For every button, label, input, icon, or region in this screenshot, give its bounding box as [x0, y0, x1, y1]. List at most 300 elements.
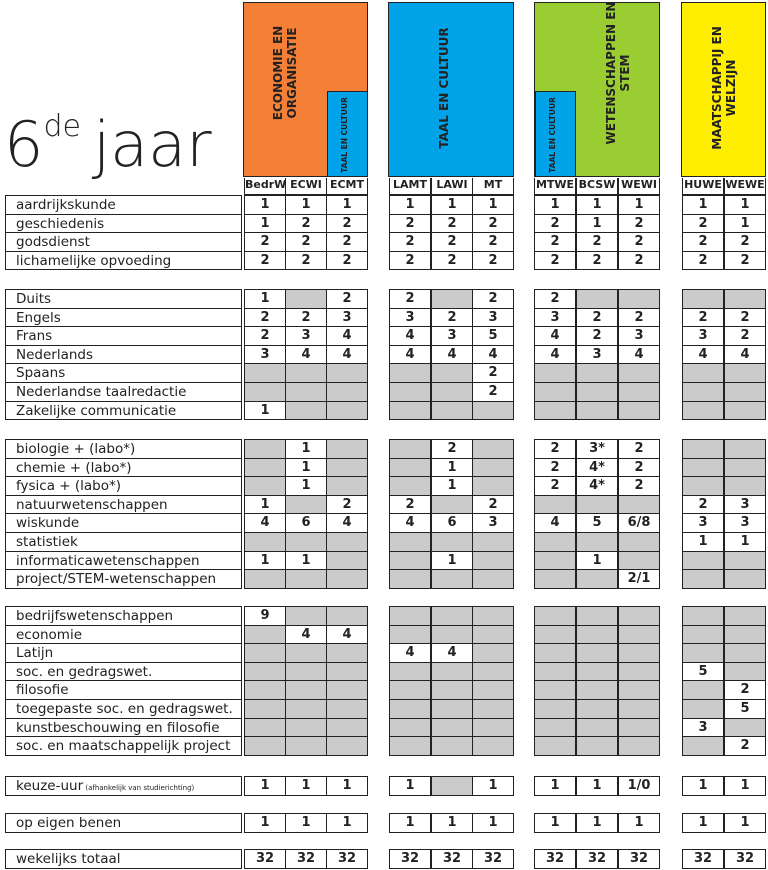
table-cell: 2 — [724, 252, 766, 271]
row-label-text: project/STEM-wetenschappen — [16, 571, 217, 588]
table-cell — [472, 737, 514, 756]
table-cell: 1 — [724, 195, 766, 215]
table-cell — [431, 383, 473, 402]
table-cell — [576, 570, 618, 589]
table-cell — [576, 289, 618, 309]
table-cell — [682, 737, 724, 756]
column-header-bedrw: BedrW — [244, 178, 286, 195]
table-cell — [431, 496, 473, 515]
table-cell: 6 — [431, 514, 473, 533]
table-cell: 2 — [431, 252, 473, 271]
table-cell: 32 — [576, 849, 618, 869]
table-cell: 1 — [244, 195, 286, 215]
row-label-text: wiskunde — [16, 515, 80, 532]
domain-header — [388, 2, 514, 177]
column-header-wewi: WEWI — [618, 178, 660, 195]
table-cell: 2 — [682, 233, 724, 252]
table-cell: 2 — [472, 233, 514, 252]
table-cell — [244, 383, 286, 402]
table-cell: 1 — [682, 195, 724, 215]
domain-header-label: MAATSCHAPPIJ EN WELZIJN — [709, 26, 738, 150]
table-cell — [285, 663, 327, 682]
table-cell — [431, 364, 473, 383]
row-label — [5, 552, 242, 571]
row-label-text: fysica + (labo*) — [16, 478, 122, 495]
table-cell: 2 — [534, 439, 576, 459]
table-cell: 1 — [431, 552, 473, 571]
table-cell — [244, 364, 286, 383]
domain-header-label: ECONOMIE EN ORGANISATIE — [271, 25, 299, 121]
table-cell: 1 — [389, 776, 431, 796]
table-cell: 3 — [682, 514, 724, 533]
table-cell: 3 — [618, 327, 660, 346]
table-cell: 4 — [431, 346, 473, 365]
table-cell — [244, 459, 286, 478]
table-cell: 4 — [389, 644, 431, 663]
table-cell — [534, 533, 576, 552]
table-cell: 4 — [618, 346, 660, 365]
row-label — [5, 533, 242, 552]
table-cell: 5 — [724, 700, 766, 719]
table-cell: 5 — [472, 327, 514, 346]
table-cell: 2 — [389, 289, 431, 309]
row-label — [5, 496, 242, 515]
table-cell: 1 — [534, 813, 576, 833]
row-label-text: op eigen benen — [16, 815, 122, 831]
row-label — [5, 346, 242, 365]
row-label-text: bedrijfswetenschappen — [16, 608, 174, 624]
table-cell — [682, 570, 724, 589]
table-cell — [389, 402, 431, 421]
table-cell: 2 — [618, 477, 660, 496]
table-cell — [534, 626, 576, 645]
row-label-text: chemie + (labo*) — [16, 459, 132, 476]
table-cell — [389, 626, 431, 645]
table-cell: 3 — [724, 514, 766, 533]
table-cell — [618, 289, 660, 309]
table-cell — [285, 496, 327, 515]
title-word: jaar — [92, 108, 212, 181]
table-cell: 2 — [682, 496, 724, 515]
table-cell — [724, 606, 766, 626]
table-cell — [285, 700, 327, 719]
table-cell — [682, 383, 724, 402]
table-cell: 32 — [534, 849, 576, 869]
table-cell — [431, 533, 473, 552]
table-cell: 1 — [618, 813, 660, 833]
table-cell: 1 — [326, 813, 368, 833]
row-label — [5, 289, 242, 309]
table-cell — [534, 364, 576, 383]
row-label-note: (afhankelijk van studierichting) — [83, 784, 195, 792]
table-cell: 1 — [285, 195, 327, 215]
row-label-text: kunstbeschouwing en filosofie — [16, 719, 220, 736]
table-cell — [534, 644, 576, 663]
table-cell: 2 — [431, 215, 473, 234]
table-cell: 1 — [724, 813, 766, 833]
table-cell — [244, 663, 286, 682]
table-cell — [326, 364, 368, 383]
table-cell — [244, 439, 286, 459]
table-cell: 2 — [682, 309, 724, 328]
table-cell: 32 — [724, 849, 766, 869]
row-label-text: godsdienst — [16, 234, 90, 251]
table-cell: 2 — [472, 383, 514, 402]
table-cell: 2 — [431, 309, 473, 328]
table-cell — [534, 383, 576, 402]
table-cell: 4 — [534, 346, 576, 365]
table-cell: 5 — [682, 663, 724, 682]
row-label — [5, 215, 242, 234]
column-header-mt: MT — [472, 178, 514, 195]
page-title — [4, 110, 212, 180]
table-cell — [472, 719, 514, 738]
row-label — [5, 309, 242, 328]
table-cell: 1 — [244, 496, 286, 515]
table-cell — [618, 737, 660, 756]
table-cell — [618, 606, 660, 626]
table-cell: 2 — [618, 309, 660, 328]
column-header-wewe: WEWE — [724, 178, 766, 195]
table-cell — [285, 289, 327, 309]
table-cell — [389, 477, 431, 496]
row-label — [5, 663, 242, 682]
table-cell: 2 — [326, 252, 368, 271]
table-cell — [618, 383, 660, 402]
row-label — [5, 514, 242, 533]
table-cell — [576, 402, 618, 421]
table-cell: 1 — [326, 776, 368, 796]
table-cell — [244, 700, 286, 719]
table-cell — [472, 402, 514, 421]
table-cell: 2 — [326, 215, 368, 234]
domain-header — [681, 2, 766, 177]
row-label — [5, 459, 242, 478]
domain-header — [534, 2, 660, 177]
table-cell: 2 — [618, 252, 660, 271]
table-cell — [389, 364, 431, 383]
row-label-text: lichamelijke opvoeding — [16, 252, 172, 269]
table-cell: 1 — [472, 195, 514, 215]
table-cell: 2 — [534, 289, 576, 309]
table-cell — [326, 663, 368, 682]
table-cell: 32 — [244, 849, 286, 869]
table-cell: 32 — [431, 849, 473, 869]
table-cell: 1 — [472, 813, 514, 833]
table-cell: 1 — [682, 813, 724, 833]
table-cell — [724, 459, 766, 478]
table-cell: 1 — [285, 813, 327, 833]
table-cell — [389, 681, 431, 700]
row-label — [5, 737, 242, 756]
table-cell: 3 — [724, 496, 766, 515]
table-cell — [285, 402, 327, 421]
table-cell — [472, 552, 514, 571]
table-cell: 4 — [244, 514, 286, 533]
table-cell: 1 — [576, 552, 618, 571]
table-cell: 32 — [618, 849, 660, 869]
row-label — [5, 849, 242, 869]
table-cell — [576, 681, 618, 700]
row-label-text: Engels — [16, 309, 61, 326]
table-cell: 2 — [285, 215, 327, 234]
table-cell: 4* — [576, 459, 618, 478]
table-cell: 4 — [285, 626, 327, 645]
table-cell — [618, 364, 660, 383]
table-cell — [389, 383, 431, 402]
table-cell — [724, 626, 766, 645]
table-cell: 1 — [431, 195, 473, 215]
table-cell — [389, 606, 431, 626]
table-cell — [431, 737, 473, 756]
table-cell — [472, 681, 514, 700]
table-cell — [244, 719, 286, 738]
table-cell — [724, 663, 766, 682]
table-cell: 3 — [326, 309, 368, 328]
table-cell: 2 — [618, 233, 660, 252]
table-cell — [724, 719, 766, 738]
table-cell: 1 — [576, 776, 618, 796]
row-label-text: economie — [16, 626, 83, 643]
table-cell: 32 — [285, 849, 327, 869]
table-cell — [472, 606, 514, 626]
table-cell — [285, 570, 327, 589]
table-cell: 2 — [285, 309, 327, 328]
table-cell — [618, 681, 660, 700]
table-cell — [576, 496, 618, 515]
table-cell — [431, 681, 473, 700]
table-cell — [724, 439, 766, 459]
table-cell: 4 — [724, 346, 766, 365]
row-label — [5, 700, 242, 719]
table-cell — [618, 700, 660, 719]
column-header-ecwi: ECWI — [285, 178, 327, 195]
table-cell — [618, 663, 660, 682]
table-cell: 1 — [285, 439, 327, 459]
row-label — [5, 252, 242, 271]
table-cell: 1 — [682, 776, 724, 796]
column-header-lamt: LAMT — [389, 178, 431, 195]
domain-header-label: WETENSCHAPPEN EN STEM — [603, 1, 632, 145]
table-cell: 2 — [618, 215, 660, 234]
table-cell — [472, 626, 514, 645]
table-cell — [618, 719, 660, 738]
row-label-text: Latijn — [16, 645, 54, 662]
table-cell: 2 — [576, 233, 618, 252]
table-cell: 32 — [389, 849, 431, 869]
table-cell: 4 — [389, 346, 431, 365]
table-cell: 3* — [576, 439, 618, 459]
table-cell: 1 — [724, 215, 766, 234]
table-cell: 1/0 — [618, 776, 660, 796]
domain-subheader — [535, 91, 576, 177]
table-cell — [431, 663, 473, 682]
table-cell: 2 — [285, 252, 327, 271]
table-cell: 1 — [244, 776, 286, 796]
row-label — [5, 719, 242, 738]
table-cell: 4 — [326, 346, 368, 365]
title-number: 6 — [4, 108, 44, 181]
table-cell: 6 — [285, 514, 327, 533]
row-label-text: filosofie — [16, 682, 69, 699]
table-cell — [534, 402, 576, 421]
table-cell — [285, 719, 327, 738]
table-cell — [682, 681, 724, 700]
table-cell: 2 — [244, 252, 286, 271]
table-cell — [285, 644, 327, 663]
table-cell — [534, 606, 576, 626]
table-cell — [285, 533, 327, 552]
row-label-text: keuze-uur — [16, 778, 84, 794]
title-superscript: de — [43, 109, 81, 144]
column-header-lawi: LAWI — [431, 178, 473, 195]
column-header-huwe: HUWE — [682, 178, 724, 195]
table-cell: 2 — [724, 681, 766, 700]
table-cell — [682, 459, 724, 478]
table-cell — [326, 644, 368, 663]
table-cell: 4 — [431, 644, 473, 663]
table-cell: 3 — [682, 719, 724, 738]
table-cell: 3 — [576, 346, 618, 365]
table-cell: 2 — [389, 215, 431, 234]
row-label — [5, 776, 242, 796]
table-cell — [326, 439, 368, 459]
row-label-text: toegepaste soc. en gedragswet. — [16, 701, 233, 717]
table-cell: 1 — [534, 195, 576, 215]
table-cell: 1 — [576, 195, 618, 215]
table-cell — [389, 700, 431, 719]
table-cell — [326, 533, 368, 552]
table-cell — [431, 402, 473, 421]
table-cell: 2 — [534, 233, 576, 252]
table-cell: 3 — [472, 309, 514, 328]
table-cell: 2 — [326, 233, 368, 252]
table-cell: 32 — [682, 849, 724, 869]
table-cell — [576, 626, 618, 645]
table-cell: 3 — [285, 327, 327, 346]
table-cell — [431, 626, 473, 645]
row-label — [5, 477, 242, 496]
table-cell — [431, 289, 473, 309]
row-label-text: informaticawetenschappen — [16, 552, 200, 569]
table-cell: 1 — [244, 552, 286, 571]
row-label — [5, 195, 242, 215]
table-cell — [389, 552, 431, 571]
table-cell: 4 — [285, 346, 327, 365]
table-cell — [472, 663, 514, 682]
row-label — [5, 233, 242, 252]
table-cell — [682, 626, 724, 645]
table-cell — [534, 496, 576, 515]
table-cell — [682, 700, 724, 719]
table-cell — [534, 663, 576, 682]
table-cell — [326, 570, 368, 589]
table-cell: 4 — [326, 514, 368, 533]
table-cell: 2 — [472, 289, 514, 309]
table-cell — [682, 477, 724, 496]
row-label — [5, 626, 242, 645]
table-cell: 6/8 — [618, 514, 660, 533]
table-cell — [576, 663, 618, 682]
row-label-text: Nederlands — [16, 346, 94, 363]
table-cell: 2 — [389, 252, 431, 271]
table-cell — [244, 570, 286, 589]
table-cell: 2 — [285, 233, 327, 252]
table-cell — [682, 289, 724, 309]
table-cell — [285, 364, 327, 383]
table-cell — [285, 737, 327, 756]
row-label-text: Nederlandse taalredactie — [16, 384, 187, 400]
table-cell — [618, 496, 660, 515]
table-cell — [389, 570, 431, 589]
table-cell — [389, 719, 431, 738]
row-label — [5, 681, 242, 700]
row-label — [5, 644, 242, 663]
row-label-text: Spaans — [16, 365, 66, 382]
table-cell — [724, 364, 766, 383]
table-cell: 3 — [431, 327, 473, 346]
row-label — [5, 364, 242, 383]
table-cell — [244, 737, 286, 756]
table-cell: 2 — [244, 327, 286, 346]
table-cell: 1 — [431, 459, 473, 478]
table-cell — [244, 626, 286, 645]
table-cell: 32 — [326, 849, 368, 869]
row-label-text: Frans — [16, 328, 53, 345]
table-cell — [326, 459, 368, 478]
column-header-ecmt: ECMT — [326, 178, 368, 195]
row-label-text: natuurwetenschappen — [16, 496, 168, 513]
table-cell — [724, 552, 766, 571]
table-cell — [244, 477, 286, 496]
table-cell: 1 — [618, 195, 660, 215]
table-cell — [682, 439, 724, 459]
table-cell: 2 — [244, 233, 286, 252]
table-cell — [472, 533, 514, 552]
table-cell: 1 — [724, 533, 766, 552]
table-cell: 4 — [389, 514, 431, 533]
table-cell: 2 — [724, 737, 766, 756]
table-cell — [576, 700, 618, 719]
table-cell — [326, 719, 368, 738]
table-cell — [576, 383, 618, 402]
table-cell: 2 — [431, 439, 473, 459]
table-cell: 2 — [472, 252, 514, 271]
table-cell: 1 — [534, 776, 576, 796]
table-cell: 1 — [244, 289, 286, 309]
table-cell: 4 — [326, 327, 368, 346]
table-cell — [682, 552, 724, 571]
table-cell: 9 — [244, 606, 286, 626]
table-cell: 1 — [682, 533, 724, 552]
table-cell — [724, 289, 766, 309]
table-cell — [724, 570, 766, 589]
table-cell: 2 — [472, 496, 514, 515]
table-cell — [534, 552, 576, 571]
table-cell: 2 — [326, 496, 368, 515]
table-cell — [326, 552, 368, 571]
table-cell: 2 — [576, 327, 618, 346]
row-label-text: Duits — [16, 291, 52, 307]
table-cell — [472, 644, 514, 663]
table-cell — [326, 402, 368, 421]
table-cell: 4 — [389, 327, 431, 346]
table-cell — [618, 626, 660, 645]
table-cell: 4 — [326, 626, 368, 645]
table-cell: 1 — [431, 813, 473, 833]
table-cell — [724, 402, 766, 421]
table-cell: 3 — [389, 309, 431, 328]
